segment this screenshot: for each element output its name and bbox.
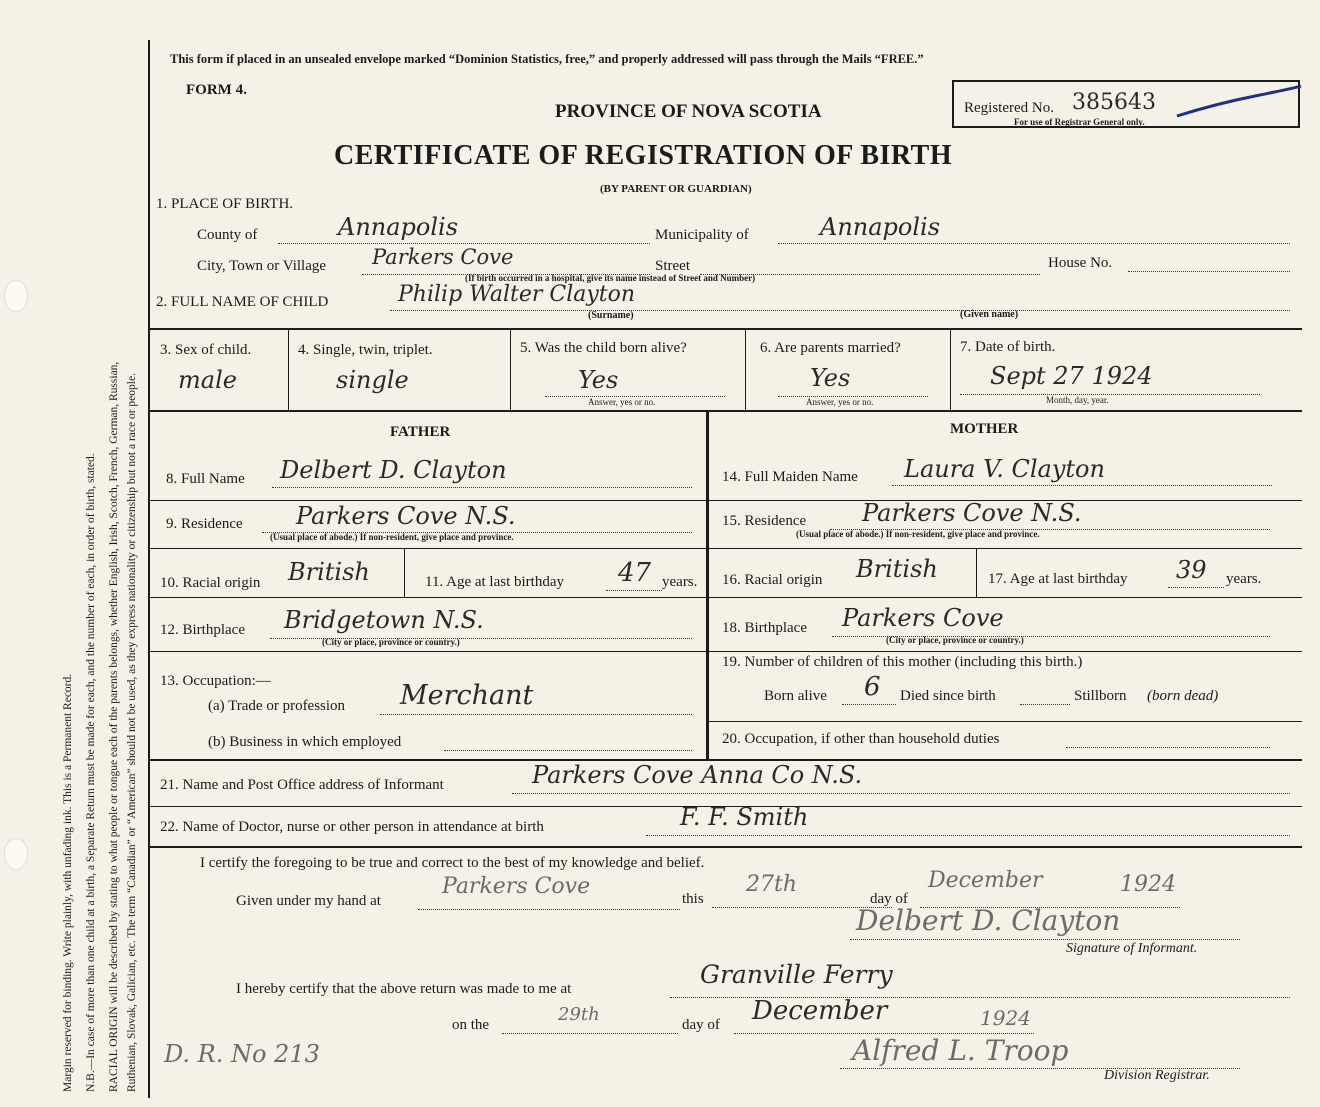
stillborn-label: Stillborn (1074, 688, 1127, 704)
father-name-line (272, 487, 692, 488)
binding-hole-bottom (4, 838, 28, 870)
on-the-label: on the (452, 1017, 490, 1033)
father-years-label: years. (662, 574, 698, 590)
year-value: 1924 (1120, 872, 1176, 897)
day-value: 27th (746, 872, 798, 897)
born-alive-note: Answer, yes or no. (588, 397, 656, 407)
given-place-line (418, 909, 680, 910)
rule-col-4-5 (510, 330, 511, 410)
informant-value: Parkers Cove Anna Co N.S. (532, 761, 863, 789)
rule-row-9 (150, 548, 1302, 549)
date-of-birth-note: Month, day, year. (1046, 395, 1109, 405)
certification-statement: I certify the foregoing to be true and correct to the best of my knowledge and belief. (200, 855, 705, 871)
mother-age-value: 39 (1176, 556, 1207, 584)
father-occupation-label: 13. Occupation:— (160, 673, 271, 689)
month-value: December (928, 868, 1043, 893)
parents-married-label: 6. Are parents married? (760, 340, 901, 356)
form-number: FORM 4. (186, 82, 247, 98)
mother-name-label: 14. Full Maiden Name (722, 469, 858, 485)
rule-col-3-4 (288, 330, 289, 410)
sex-value: male (178, 366, 237, 394)
municipality-label: Municipality of (655, 227, 749, 243)
given-place-value: Parkers Cove (442, 874, 591, 899)
rule-certification-top (150, 846, 1302, 848)
informant-signature-label: Signature of Informant. (1066, 941, 1198, 956)
registrar-signature-label: Division Registrar. (1104, 1068, 1210, 1083)
registrar-signature: Alfred L. Troop (852, 1034, 1069, 1067)
rule-parent-divider (706, 412, 709, 760)
child-name-label: 2. FULL NAME OF CHILD (156, 294, 329, 310)
margin-binding-note: Margin reserved for binding. Write plainly, with unfading ink. This is a Permanent Record. (62, 673, 74, 1092)
father-residence-label: 9. Residence (166, 516, 243, 532)
father-residence-note: (Usual place of abode.) If non-resident, give place and province. (270, 532, 514, 542)
registrar-year-value: 1924 (980, 1006, 1031, 1030)
plurality-value: single (336, 366, 409, 394)
father-name-label: 8. Full Name (166, 471, 245, 487)
father-residence-value: Parkers Cove N.S. (296, 502, 516, 530)
parents-married-note: Answer, yes or no. (806, 397, 874, 407)
mother-name-value: Laura V. Clayton (904, 455, 1105, 483)
father-name-value: Delbert D. Clayton (280, 456, 507, 484)
registered-number-label: Registered No. (964, 100, 1054, 116)
father-racial-origin-label: 10. Racial origin (160, 575, 261, 591)
informant-signature: Delbert D. Clayton (856, 904, 1121, 937)
mother-birthplace-label: 18. Birthplace (722, 620, 807, 636)
mother-residence-note: (Usual place of abode.) If non-resident, give place and province. (796, 529, 1040, 539)
plurality-label: 4. Single, twin, triplet. (298, 342, 433, 358)
registrar-month-value: December (752, 996, 888, 1026)
sex-label: 3. Sex of child. (160, 342, 252, 358)
given-under-hand-label: Given under my hand at (236, 893, 381, 909)
mother-residence-label: 15. Residence (722, 513, 807, 529)
rule-row-12 (150, 651, 1302, 652)
doctor-label: 22. Name of Doctor, nurse or other person in attendance at birth (160, 819, 544, 835)
stillborn-note: (born dead) (1147, 688, 1219, 704)
city-label: City, Town or Village (197, 258, 327, 274)
date-of-birth-label: 7. Date of birth. (960, 339, 1056, 355)
father-trade-label: (a) Trade or profession (208, 698, 346, 714)
rule-mother-race-age (976, 549, 977, 597)
registrar-use-note: For use of Registrar General only. (1014, 117, 1145, 127)
registered-number-value: 385643 (1072, 90, 1156, 115)
father-birthplace-note: (City or place, province or country.) (322, 637, 460, 647)
margin-racial-origin-note: RACIAL ORIGIN will be described by stating to what people or tongue each of the parents belongs, whether English, Irish, Scotch, French, German, Russian, (108, 361, 120, 1092)
date-of-birth-value: Sept 27 1924 (990, 362, 1153, 390)
born-alive-count-line (842, 704, 896, 705)
rule-col-6-7 (950, 330, 951, 410)
date-of-birth-line (960, 394, 1260, 395)
informant-label: 21. Name and Post Office address of Informant (160, 777, 444, 793)
dr-number-note: D. R. No 213 (164, 1040, 320, 1068)
father-business-line (444, 750, 692, 751)
died-since-birth-line (1020, 704, 1070, 705)
certificate-subtitle: (BY PARENT OR GUARDIAN) (600, 183, 752, 195)
rule-section3-top (150, 328, 1302, 330)
county-label: County of (197, 227, 258, 243)
rule-col-5-6 (745, 330, 746, 410)
parents-married-answer: Yes (810, 364, 851, 392)
mother-birthplace-note: (City or place, province or country.) (886, 635, 1024, 645)
surname-note: (Surname) (588, 310, 634, 321)
born-alive-label: Born alive (764, 688, 827, 704)
father-birthplace-value: Bridgetown N.S. (284, 606, 484, 634)
binding-hole-top (4, 280, 28, 312)
mother-racial-origin-label: 16. Racial origin (722, 572, 823, 588)
mother-racial-origin-value: British (856, 555, 938, 583)
child-name-line (390, 310, 1290, 311)
father-birthplace-label: 12. Birthplace (160, 622, 245, 638)
mother-years-label: years. (1226, 571, 1262, 587)
street-label: Street (655, 258, 690, 274)
rule-row-8 (150, 500, 1302, 501)
rule-row-19 (709, 721, 1302, 722)
mother-age-line (1168, 587, 1224, 588)
postal-notice: This form if placed in an unsealed envelope marked “Dominion Statistics, free,” and properly addressed will pass through the Mails “FREE.” (170, 52, 924, 66)
day-of-label: day of (870, 891, 908, 907)
mother-name-line (892, 485, 1272, 486)
house-number-line (1128, 271, 1290, 272)
mother-occupation-label: 20. Occupation, if other than household duties (722, 731, 1000, 747)
rule-row-10 (150, 597, 1302, 598)
mother-age-label: 17. Age at last birthday (988, 571, 1128, 587)
certificate-title: CERTIFICATE OF REGISTRATION OF BIRTH (334, 140, 953, 171)
this-label: this (682, 891, 704, 907)
father-heading: FATHER (390, 424, 451, 440)
registrar-statement: I hereby certify that the above return was made to me at (236, 981, 572, 997)
rule-father-race-age (404, 549, 405, 597)
born-alive-answer: Yes (578, 366, 619, 394)
mother-residence-value: Parkers Cove N.S. (862, 499, 1082, 527)
house-number-label: House No. (1048, 255, 1113, 271)
given-name-note: (Given name) (960, 309, 1019, 320)
father-age-line (606, 590, 662, 591)
father-trade-line (380, 714, 692, 715)
informant-line (512, 793, 1290, 794)
doctor-line (646, 835, 1290, 836)
margin-racial-origin-note-2: Ruthenian, Slovak, Galician, etc. The term “Canadian” or “American” should not be used, as they express nationality or citizenship but not a race or people. (126, 373, 138, 1092)
municipality-value: Annapolis (820, 213, 941, 241)
rule-section3-bottom (150, 410, 1302, 412)
mother-heading: MOTHER (950, 421, 1019, 437)
father-business-label: (b) Business in which employed (208, 734, 402, 750)
father-age-label: 11. Age at last birthday (425, 574, 564, 590)
father-age-value: 47 (618, 558, 652, 588)
mother-occupation-line (1066, 747, 1270, 748)
informant-signature-line (850, 939, 1240, 940)
father-trade-value: Merchant (400, 680, 534, 711)
registrar-day-value: 29th (558, 1004, 600, 1025)
born-alive-question-label: 5. Was the child born alive? (520, 340, 687, 356)
check-mark-icon (1175, 82, 1305, 122)
registrar-day-line (502, 1033, 678, 1034)
born-alive-count: 6 (864, 672, 881, 702)
hospital-note: (If birth occurred in a hospital, give its name instead of Street and Number) (465, 273, 756, 283)
county-value: Annapolis (338, 213, 459, 241)
mother-children-label: 19. Number of children of this mother (including this birth.) (722, 654, 1083, 670)
child-name-value: Philip Walter Clayton (398, 282, 636, 307)
city-value: Parkers Cove (372, 245, 514, 269)
province-heading: PROVINCE OF NOVA SCOTIA (555, 101, 822, 122)
father-racial-origin-value: British (288, 558, 370, 586)
municipality-line (778, 243, 1290, 244)
doctor-value: F. F. Smith (680, 803, 809, 831)
place-of-birth-label: 1. PLACE OF BIRTH. (156, 196, 294, 212)
registrar-place-value: Granville Ferry (700, 960, 893, 989)
died-since-birth-label: Died since birth (900, 688, 996, 704)
mother-birthplace-value: Parkers Cove (842, 604, 1004, 632)
registrar-day-of-label: day of (682, 1017, 720, 1033)
margin-multiple-births-note: N.B.—In case of more than one child at a birth, a Separate Return must be made for each, and the number of each, in order of birth, stated. (85, 453, 97, 1092)
county-line (278, 243, 650, 244)
